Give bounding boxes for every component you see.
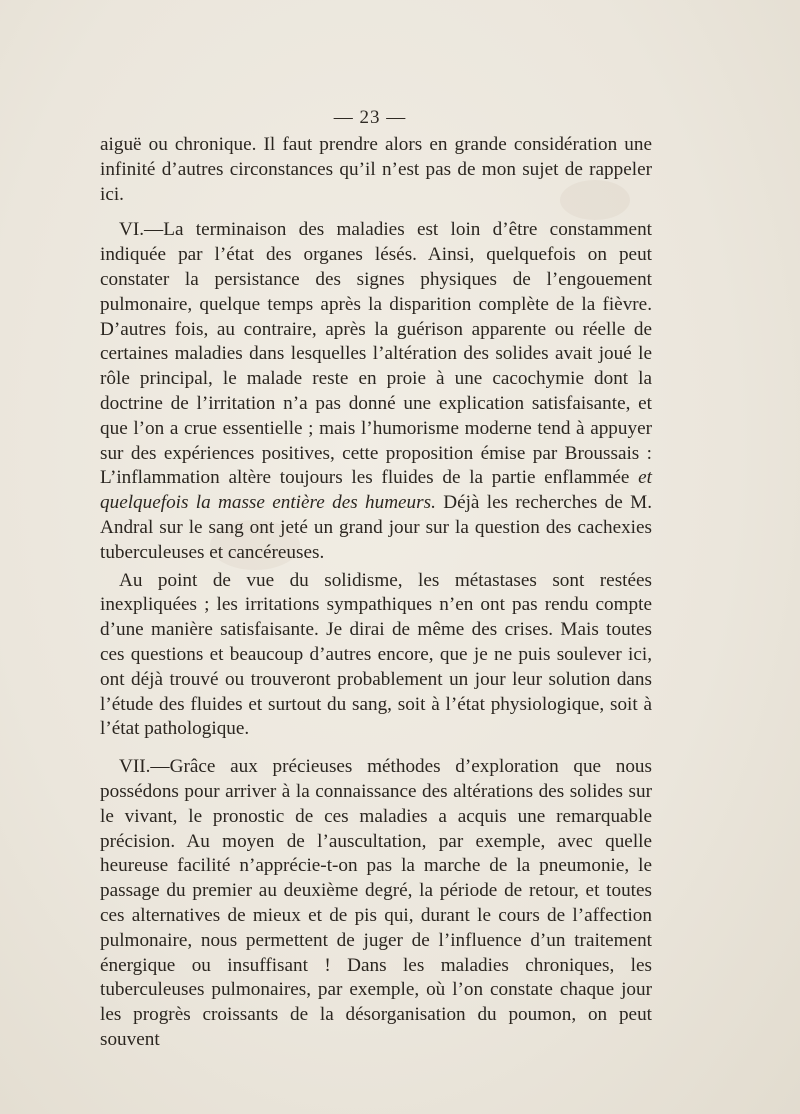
paragraph-section-vi	[100, 218, 652, 565]
page-number: — 23 —	[333, 107, 407, 128]
paragraph-text: VII.—Grâce aux précieuses méthodes d’exploration que nous possédons pour arriver à la connaissance des altérations des solides sur le vivant, le pronostic de ces maladies a acquis une remarquable précision. Au moyen de l’auscultation, par exemple, avec quelle heureuse facilité n’apprécie-t-on pas la marche de la pneumonie, le passage du premier au deuxième degré, la période de retour, et toutes ces alternatives de mieux et de pis qui, durant le cours de l’affection pulmonaire, nous permettent de juger de l’influence d’un traitement énergique ou insuffisant ! Dans les maladies chroniques, les tuberculeuses pulmonaires, par exemple, où l’on constate chaque jour les progrès croissants de la désorganisation du poumon, on peut souvent	[100, 756, 652, 1050]
paragraph-intro	[100, 133, 652, 207]
paragraph-section-vii	[100, 755, 652, 1053]
paragraph-solidisme	[100, 569, 652, 743]
paragraph-text: Déjà les recherches de M. Andral sur le sang ont jeté un grand jour sur la question des cachexies tuberculeuses et cancéreuses.	[100, 492, 652, 563]
italic-quote: et quelquefois la masse entière des humeurs.	[100, 467, 652, 514]
paragraph-text: Au point de vue du solidisme, les métastases sont restées inexpliquées ; les irritations sympathiques n’en ont pas rendu compte d’une manière satisfaisante. Je dirai de même des crises. Mais toutes ces questions et beaucoup d’autres encore, que je ne puis soulever ici, ont déjà trouvé ou trouveront probablement un jour leur solution dans l’étude des fluides et surtout du sang, soit à l’état physiologique, soit à l’état pathologique.	[100, 569, 652, 740]
paragraph-text: aiguë ou chronique. Il faut prendre alors en grande considération une infinité d’autres circonstances qu’il n’est pas de mon sujet de rappeler ici.	[100, 134, 652, 205]
body-text	[100, 133, 652, 1053]
paragraph-text: VI.—La terminaison des maladies est loin d’être constamment indiquée par l’état des organes lésés. Ainsi, quelquefois on peut constater la persistance des signes physiques de l’engouement pulmonaire, quelque temps après la disparition complète de la fièvre. D’autres fois, au contraire, après la guérison apparente ou réelle de certaines maladies dans lesquelles l’altération des solides avait joué le rôle principal, le malade reste en proie à une cacochymie dont la doctrine de l’irritation n’a pas donné une explication satisfaisante, et que l’on a crue essentielle ; mais l’humorisme moderne tend à appuyer sur des expériences positives, cette proposition émise par Broussais : L’inflammation altère toujours les fluides de la partie enflammée	[100, 219, 652, 489]
